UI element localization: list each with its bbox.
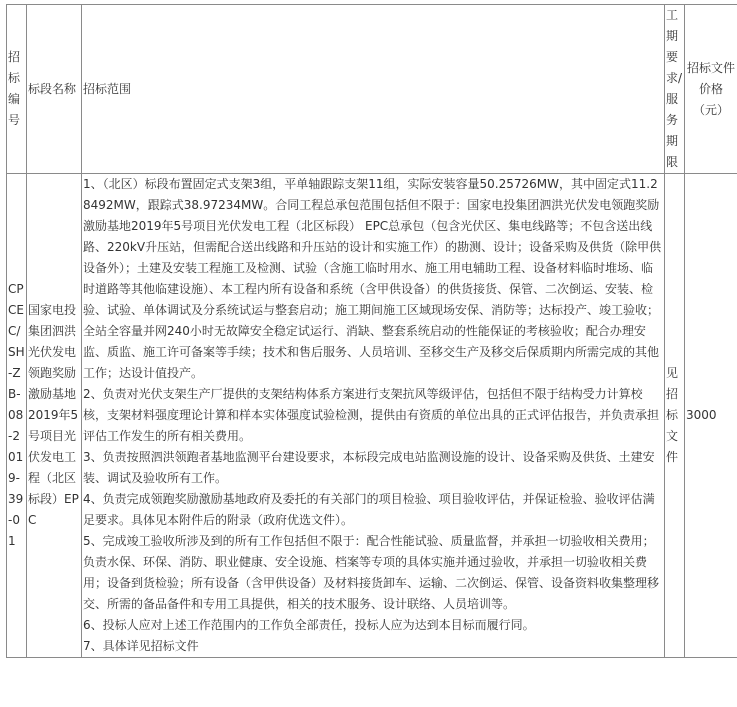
header-row bbox=[7, 5, 737, 174]
period-cell: 见招标文件 bbox=[665, 174, 685, 658]
header-period: 工期要求/服务期限 bbox=[665, 5, 685, 174]
header-tender-no: 招标编号 bbox=[7, 5, 27, 174]
table-row bbox=[7, 174, 737, 658]
header-section-name: 标段名称 bbox=[27, 5, 82, 174]
header-price: 招标文件价格（元） bbox=[685, 5, 737, 174]
scope-cell bbox=[82, 174, 665, 658]
price-cell: 3000 bbox=[685, 174, 737, 658]
scope-item-5: 5、完成竣工验收所涉及到的所有工作包括但不限于：配合性能试验、质量监督，并承担一切验收相关费用；负责水保、环保、消防、职业健康、安全设施、档案等专项的具体实施并通过验收，并承担一切验收相关费用；设备到货检验；所有设备（含甲供设备）及材料接货卸车、运输、二次倒运、保管、设备资料收集整理移交、所需的备品备件和专用工具提供，相关的技术服务、设计联络、人员培训等。 bbox=[83, 531, 663, 615]
tender-no-cell: CPCEC/SH-ZB-08-2019-39-01 bbox=[7, 174, 27, 658]
scope-item-7: 7、具体详见招标文件 bbox=[83, 636, 663, 657]
scope-item-2: 2、负责对光伏支架生产厂提供的支架结构体系方案进行支架抗风等级评估，包括但不限于结构受力计算校核，支架材料强度理论计算和样本实体强度试验检测，提供由有资质的单位出具的正式评估报告，并负责承担评估工作发生的所有相关费用。 bbox=[83, 384, 663, 447]
header-scope: 招标范围 bbox=[82, 5, 665, 174]
tender-table bbox=[6, 4, 737, 658]
scope-item-1: 1、（北区）标段布置固定式支架3组，平单轴跟踪支架11组，实际安装容量50.25726MW，其中固定式11.28492MW，跟踪式38.97234MW。合同工程总承包范围包括但不限于：国家电投集团泗洪光伏发电领跑奖励激励基地2019年5号项目光伏发电工程（北区标段） EPC总承包（包含光伏区、集电线路等；不包含送出线路、220kV升压站，但需配合送出线路和升压站的设计和实施工作）的勘测、设计；设备采购及供货（除甲供设备外）；土建及安装工程施工及检测、试验（含施工临时用水、施工用电辅助工程、设备材料临时堆场、临时道路等其他临建设施）、本工程内所有设备和系统（含甲供设备）的供货接货、保管、二次倒运、安装、检验、试验、单体调试及分系统试运与整套启动；施工期间施工区域现场安保、消防等；达标投产、竣工验收；全站全容量并网240小时无故障安全稳定试运行、消缺、整套系统启动的性能保证的考核验收；配合办理安监、质监、施工许可备案等手续；技术和售后服务、人员培训、至移交生产及移交后保质期内所需完成的其他工作；达设计值投产。 bbox=[83, 174, 663, 384]
scope-item-4: 4、负责完成领跑奖励激励基地政府及委托的有关部门的项目检验、项目验收评估，并保证检验、验收评估满足要求。具体见本附件后的附录（政府优选文件）。 bbox=[83, 489, 663, 531]
scope-item-6: 6、投标人应对上述工作范围内的工作负全部责任，投标人应为达到本目标而履行同。 bbox=[83, 615, 663, 636]
scope-item-3: 3、负责按照泗洪领跑者基地监测平台建设要求，本标段完成电站监测设施的设计、设备采购及供货、土建安装、调试及验收所有工作。 bbox=[83, 447, 663, 489]
section-name-cell: 国家电投集团泗洪光伏发电领跑奖励激励基地2019年5号项目光伏发电工程（北区标段）EPC bbox=[27, 174, 82, 658]
